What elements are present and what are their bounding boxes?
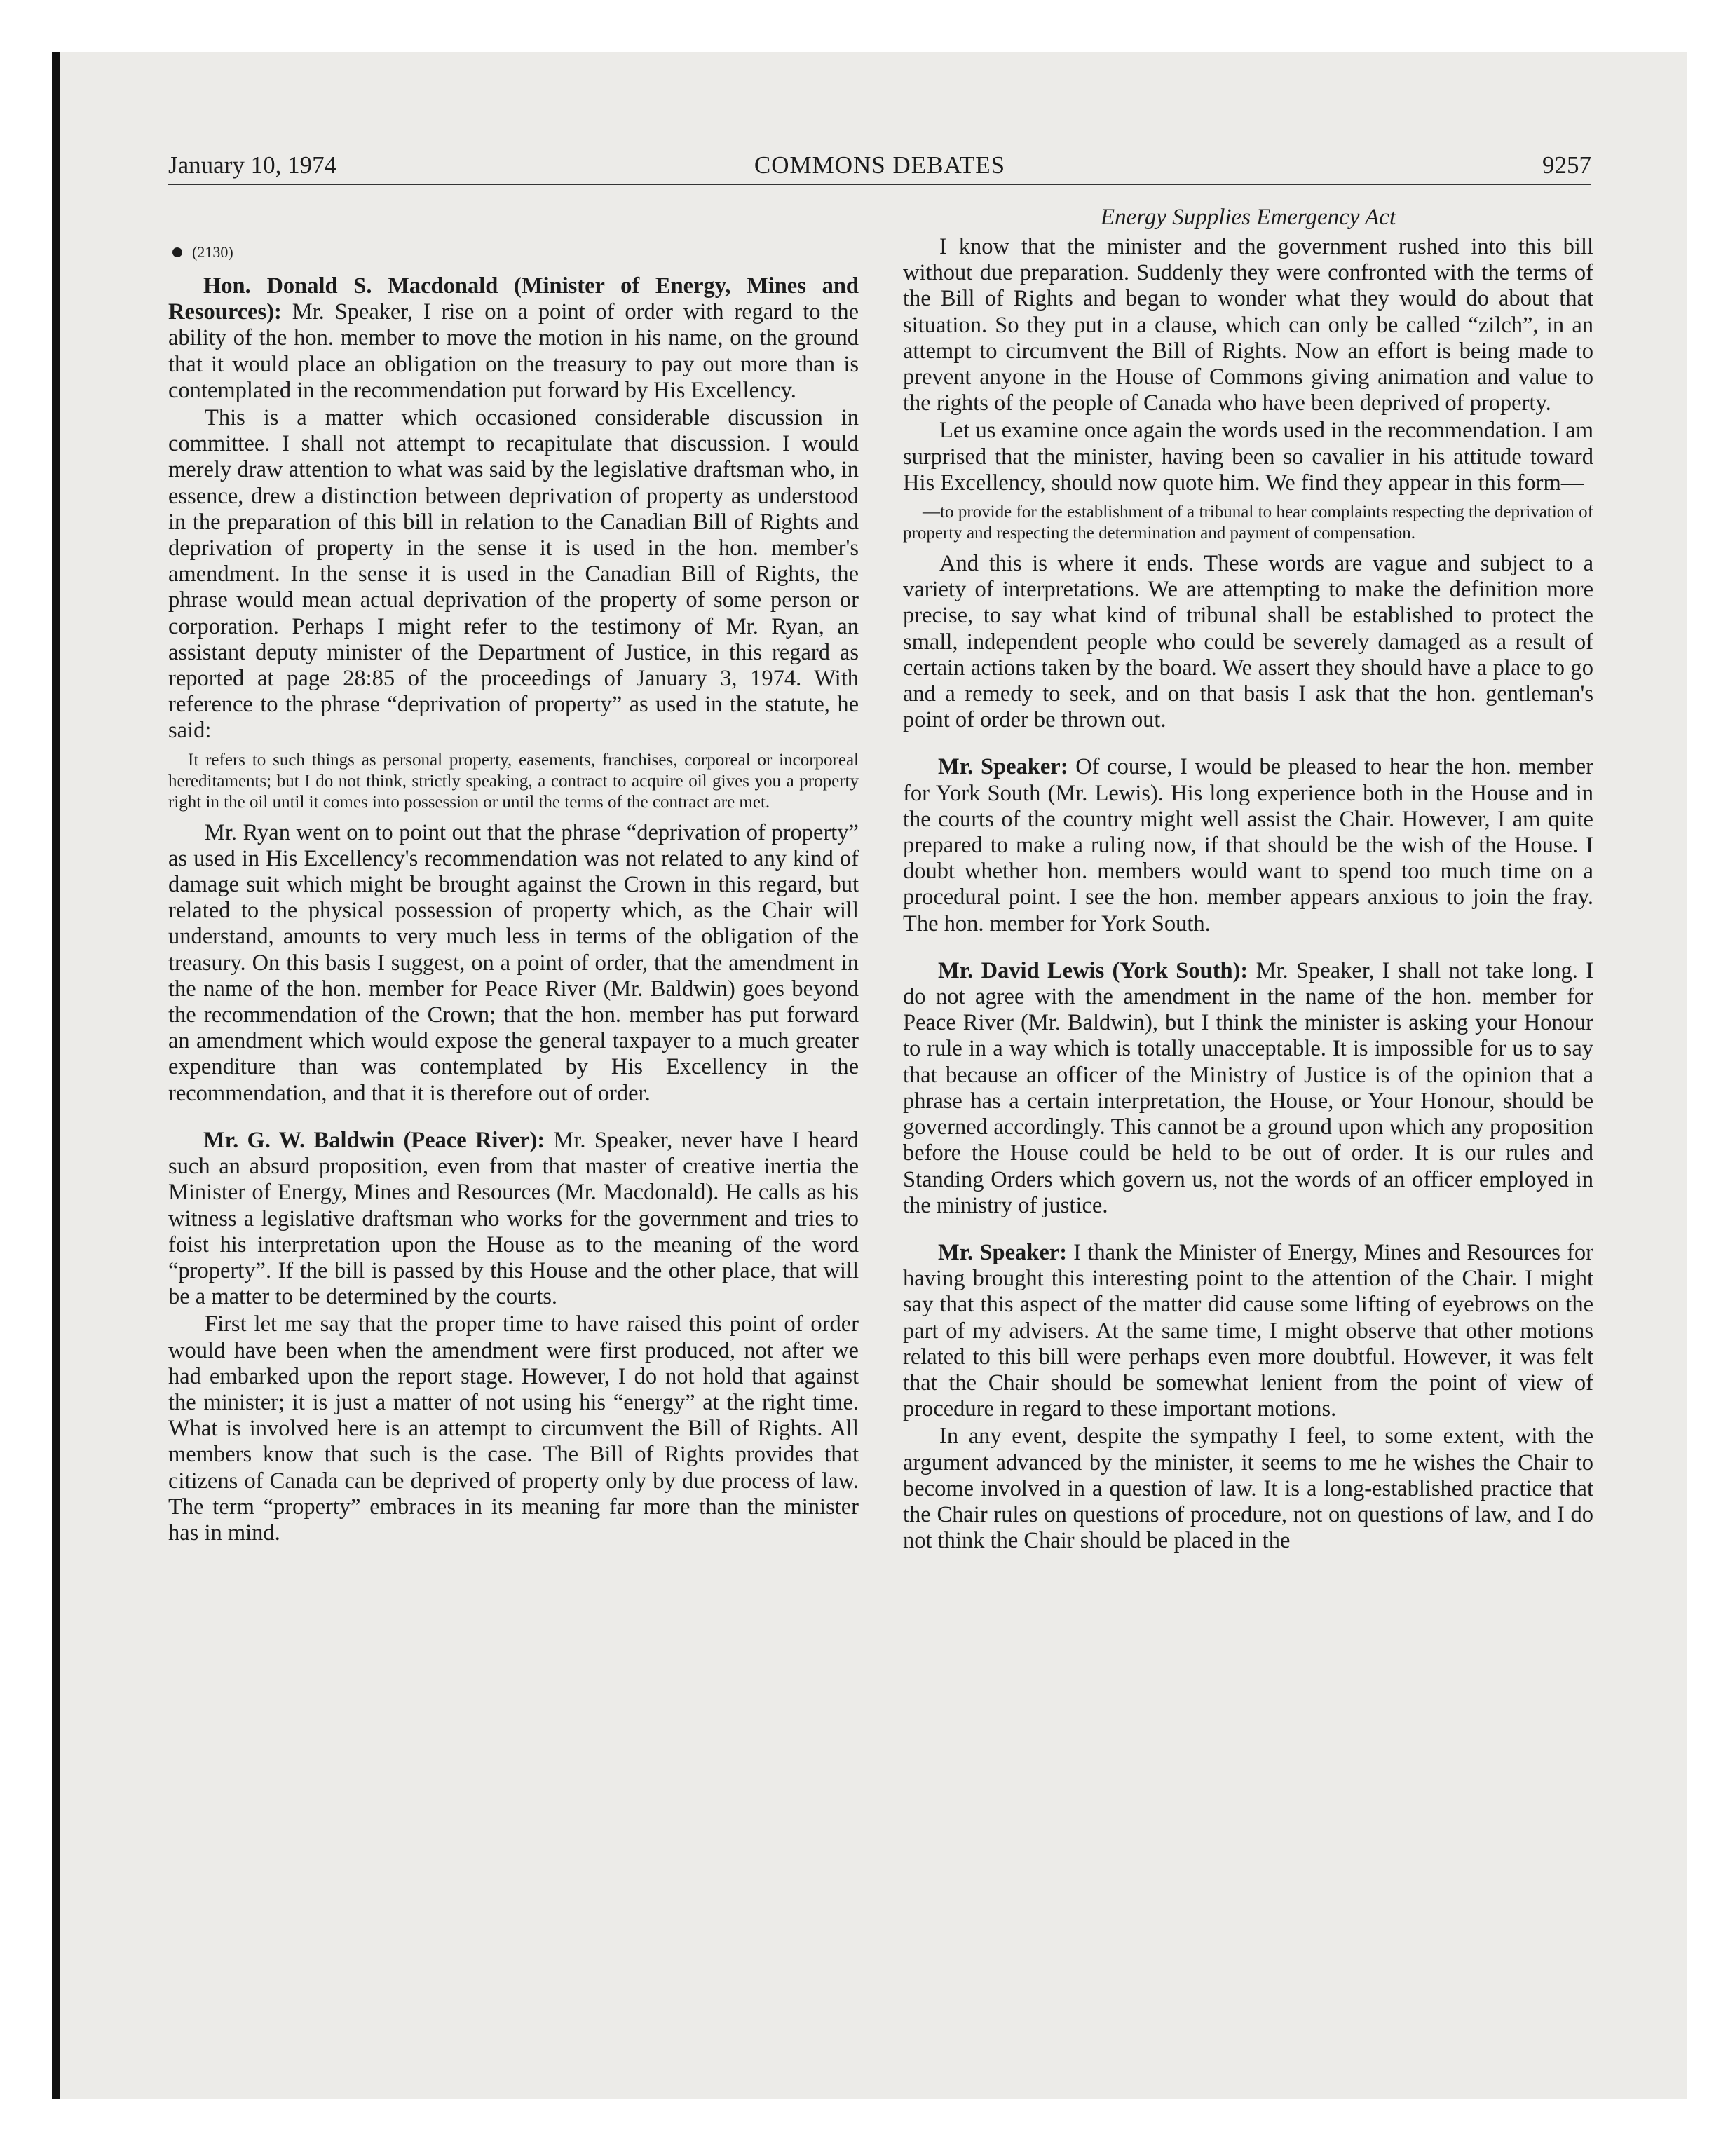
timestamp-text: (2130) bbox=[192, 243, 233, 261]
paragraph-text: Of course, I would be pleased to hear the hon. member for York South (Mr. Lewis). His long experience both in the House and in the courts of the country might well assist the Chair. However, I am quite prepared to make a ruling now, if that should be the wish of the House. I doubt whether hon. members would want to spend too much time on a procedural point. I see the hon. member appears anxious to join the fray. The hon. member for York South. bbox=[903, 754, 1594, 936]
block-quote: —to provide for the establishment of a tribunal to hear complaints respecting the deprivation of property and respecting the determination and payment of compensation. bbox=[903, 503, 1593, 543]
speech-speaker bbox=[903, 754, 1593, 936]
speech-macdonald bbox=[168, 273, 859, 404]
paragraph: In any event, despite the sympathy I feel, to some extent, with the argument advanced by the minister, it seems to me he wishes the Chair to become involved in a question of law. It is a long-established practice that the Chair rules on questions of procedure, not on questions of law, and I do not think the Chair should be placed in the bbox=[903, 1424, 1593, 1554]
page-header bbox=[168, 151, 1591, 185]
block-quote: It refers to such things as personal property, easements, franchises, corporeal or incorporeal hereditaments; but I do not think, strictly speaking, a contract to acquire oil gives you a property right in the oil until it comes into possession or until the terms of the contract are met. bbox=[168, 750, 859, 812]
right-column bbox=[903, 203, 1593, 1554]
scan-edge-shadow bbox=[52, 52, 60, 2099]
speaker-name: Mr. Speaker: bbox=[938, 1239, 1068, 1265]
speaker-name: Mr. Speaker: bbox=[938, 754, 1068, 780]
paragraph: First let me say that the proper time to have raised this point of order would have been when the amendment were first produced, not after we had embarked upon the report stage. However, I do not hold that against the minister; it is just a matter of not using his “energy” at the right time. What is involved here is an attempt to circumvent the Bill of Rights. All members know that such is the case. The Bill of Rights provides that citizens of Canada can be deprived of property only by due process of law. The term “property” embraces in its meaning far more than the minister has in mind. bbox=[168, 1311, 859, 1546]
paragraph: And this is where it ends. These words are vague and subject to a variety of interpretations. We are attempting to make the definition more precise, to say what kind of tribunal shall be established to protect the small, independent people who could be severely damaged as a result of certain actions taken by the board. We assert they should have a place to go and a remedy to seek, and on that basis I ask that the hon. gentleman's point of order be thrown out. bbox=[903, 551, 1593, 733]
timestamp-marker bbox=[168, 238, 859, 266]
paragraph-text: Mr. Speaker, I shall not take long. I do not agree with the amendment in the name of the hon. member for Peace River (Mr. Baldwin), but I think the minister is asking your Honour to rule in a way which is totally unacceptable. It is impossible for us to say that because an officer of the Ministry of Justice is of the opinion that a phrase has a certain interpretation, the House, or Your Honour, should be governed accordingly. This cannot be a ground upon which any proposition before the House could be held to be out of order. It is our rules and Standing Orders which govern us, not the words of an officer employed in the ministry of justice. bbox=[903, 957, 1594, 1218]
paragraph: Let us examine once again the words used in the recommendation. I am surprised that the minister, having been so cavalier in his attitude toward His Excellency, should now quote him. We find they appear in this form— bbox=[903, 418, 1593, 496]
paragraph: Mr. Ryan went on to point out that the phrase “deprivation of property” as used in His Excellency's recommendation was not related to any kind of damage suit which might be brought against the Crown in this regard, but related to the physical possession of property which, as the Chair will understand, amounts to very much less in terms of the obligation of the treasury. On this basis I suggest, on a point of order, that the amendment in the name of the hon. member for Peace River (Mr. Baldwin) goes beyond the recommendation of the Crown; that the hon. member has put forward an amendment which would expose the general taxpayer to a much greater expenditure than was contemplated by His Excellency in the recommendation, and that it is therefore out of order. bbox=[168, 819, 859, 1106]
bullet-icon bbox=[172, 247, 182, 257]
speech-baldwin bbox=[168, 1128, 859, 1310]
speaker-name: Hon. Donald S. Macdonald (Minister of Energy, Mines and Resources): bbox=[168, 273, 859, 325]
paragraph-text: Mr. Speaker, never have I heard such an absurd proposition, even from that master of creative inertia the Minister of Energy, Mines and Resources (Mr. Macdonald). He calls as his witness a legislative draftsman who works for the government and tries to foist his interpretation upon the House as to the meaning of the word “property”. If the bill is passed by this House and the other place, that will be a matter to be determined by the courts. bbox=[168, 1127, 859, 1310]
paragraph: This is a matter which occasioned considerable discussion in committee. I shall not attempt to recapitulate that discussion. I would merely draw attention to what was said by the legislative draftsman who, in essence, drew a distinction between deprivation of property as understood in the preparation of this bill in relation to the Canadian Bill of Rights and deprivation of property in the sense it is used in the hon. member's amendment. In the sense it is used in the Canadian Bill of Rights, the phrase would mean actual deprivation of the property of some person or corporation. Perhaps I might refer to the testimony of Mr. Ryan, an assistant deputy minister of the Department of Justice, in this regard as reported at page 28:85 of the proceedings of January 3, 1974. With reference to the phrase “deprivation of property” as used in the statute, he said: bbox=[168, 405, 859, 744]
paragraph-text: Mr. Speaker, I rise on a point of order with regard to the ability of the hon. member to move the motion in his name, on the ground that it would place an obligation on the treasury to pay out more than is contemplated in the recommendation put forward by His Excellency. bbox=[168, 299, 859, 403]
publication-title: COMMONS DEBATES bbox=[754, 151, 1006, 179]
speaker-name: Mr. David Lewis (York South): bbox=[938, 957, 1248, 983]
header-date: January 10, 1974 bbox=[168, 151, 337, 179]
paragraph: I know that the minister and the government rushed into this bill without due preparation. Suddenly they were confronted with the terms of the Bill of Rights and began to wonder what they would do about that situation. So they put in a clause, which can only be called “zilch”, in an attempt to circumvent the Bill of Rights. Now an effort is being made to prevent anyone in the House of Commons giving animation and value to the rights of the people of Canada who have been deprived of property. bbox=[903, 234, 1593, 416]
page-number: 9257 bbox=[1542, 151, 1591, 179]
paragraph-text: I thank the Minister of Energy, Mines and Resources for having brought this interesting point to the attention of the Chair. I might say that this aspect of the matter did cause some lifting of eyebrows on the part of my advisers. At the same time, I might observe that other motions related to this bill were perhaps even more doubtful. However, it was felt that the Chair should be somewhat lenient from the point of view of procedure in regard to these important motions. bbox=[903, 1239, 1593, 1422]
header-rule bbox=[168, 184, 1591, 185]
running-head: Energy Supplies Emergency Act bbox=[1100, 205, 1396, 230]
speaker-name: Mr. G. W. Baldwin (Peace River): bbox=[203, 1127, 545, 1153]
left-column bbox=[168, 238, 859, 1546]
speech-lewis bbox=[903, 958, 1593, 1219]
speech-speaker bbox=[903, 1240, 1593, 1422]
